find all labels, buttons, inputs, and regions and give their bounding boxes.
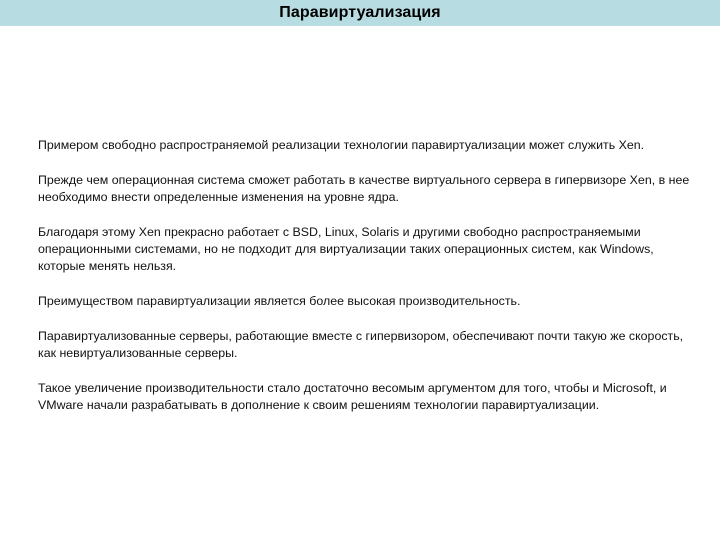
- title-bar: [0, 0, 720, 26]
- paragraph-xen-example: Примером свободно распространяемой реализации технологии паравиртуализации может служить Xen.: [38, 138, 645, 152]
- paragraph-performance-advantage: Преимуществом паравиртуализации является более высокая производительность.: [38, 294, 521, 308]
- slide-body: [38, 137, 698, 432]
- paragraph-server-speed: Паравиртуализованные серверы, работающие вместе с гипервизором, обеспечивают почти такую же скорость, как невиртуализованные серверы.: [38, 329, 684, 360]
- paragraph-kernel-changes: Прежде чем операционная система сможет работать в качестве виртуального сервера в гипервизоре Xen, в нее необходимо внести определенные изменения на уровне ядра.: [38, 173, 690, 204]
- slide-title: Паравиртуализация: [279, 4, 441, 21]
- paragraph-vendors: Такое увеличение производительности стало достаточно весомым аргументом для того, чтобы и Microsoft, и VMware начали разрабатывать в дополнение к своим решениям технологии паравиртуализации.: [38, 381, 667, 412]
- paragraph-supported-os: Благодаря этому Xen прекрасно работает с BSD, Linux, Solaris и другими свободно распространяемыми операционными системами, но не подходит для виртуализации таких операционных систем, как Windows, которые менять нельзя.: [38, 225, 654, 273]
